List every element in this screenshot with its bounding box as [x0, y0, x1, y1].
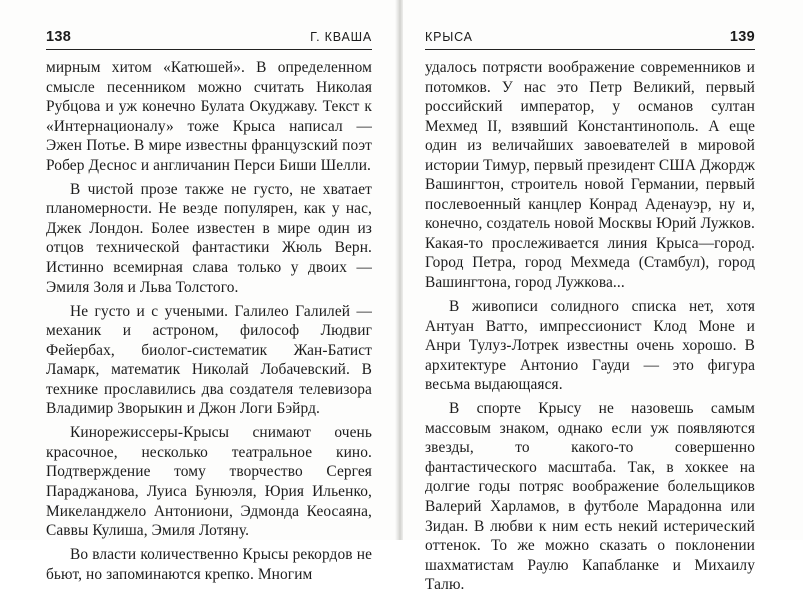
right-page-text	[425, 58, 755, 599]
left-page-number: 138	[46, 29, 72, 45]
paragraph: В чистой прозе также не густо, не хватает планомерности. Не везде популярен, как у нас, Джек Лондон. Более известен в мире один из отцов технической фантастики Жюль Верн. Истинно всемирная слава только у двоих — Эмиля Золя и Льва Толстого.	[46, 180, 372, 296]
paragraph: Во власти количественно Крысы рекордов не бьют, но запоминаются крепко. Многим	[46, 546, 372, 583]
right-page	[403, 0, 803, 594]
right-running-head: КРЫСА	[425, 30, 473, 44]
paragraph: В живописи солидного списка нет, хотя Антуан Ватто, импрессионист Клод Моне и Анри Тулуз-Лотрек известны очень хорошо. В архитектуре Антонио Гауди — это фигура весьма выдающаяся.	[425, 298, 755, 394]
paragraph: В спорте Крысу не назовешь самым массовым знаком, однако если уж появляются звезды, то какого-то совершенно фантастического масштаба. Так, в хоккее на долгие годы потряс воображение болельщиков Валерий Харламов, в футболе Марадонна или Зидан. В любви к ним есть некий истерический оттенок. То же можно сказать о поклонении шахматистам Раулю Капабланке и Михаилу Талю.	[425, 400, 755, 594]
paragraph: удалось потрясти воображение современников и потомков. У нас это Петр Великий, первый российский император, у османов султан Мехмед II, взявший Константинополь. А еще один из величайших завоевателей в мировой истории Тимур, первый президент США Джордж Вашингтон, строитель новой Германии, первый послевоенный канцлер Конрад Аденауэр, ну и, конечно, создатель новой Москвы Юрий Лужков. Какая-то прослеживается линия Крыса—город. Город Петра, город Мехмеда (Стамбул), город Вашингтона, город Лужкова...	[425, 59, 755, 292]
right-page-header	[425, 29, 755, 50]
paragraph: Не густо и с учеными. Галилео Галилей — механик и астроном, философ Людвиг Фейербах, биолог-систематик Жан-Батист Ламарк, математик Николай Лобачевский. В технике прославились два создателя телевизора Владимир Зворыкин и Джон Логи Бэйрд.	[46, 302, 372, 418]
left-page-text	[46, 58, 372, 589]
paragraph: мирным хитом «Катюшей». В определенном смысле песенником можно считать Николая Рубцова и уж конечно Булата Окуджаву. Текст к «Интернационалу» тоже Крыса написал — Эжен Потье. В мире известны французский поэт Робер Деснос и англичанин Перси Биши Шелли.	[46, 59, 372, 174]
left-page	[0, 0, 397, 583]
left-page-header	[46, 29, 372, 50]
left-running-head: Г. КВАША	[310, 30, 372, 44]
right-page-number: 139	[729, 29, 755, 45]
paragraph: Кинорежиссеры-Крысы снимают очень красочное, несколько театральное кино. Подтверждение тому творчество Сергея Параджанова, Луиса Бунюэля, Юрия Ильенко, Микеланджело Антониони, Эдмонда Кеосаяна, Саввы Кулиша, Эмиля Лотяну.	[46, 424, 372, 540]
